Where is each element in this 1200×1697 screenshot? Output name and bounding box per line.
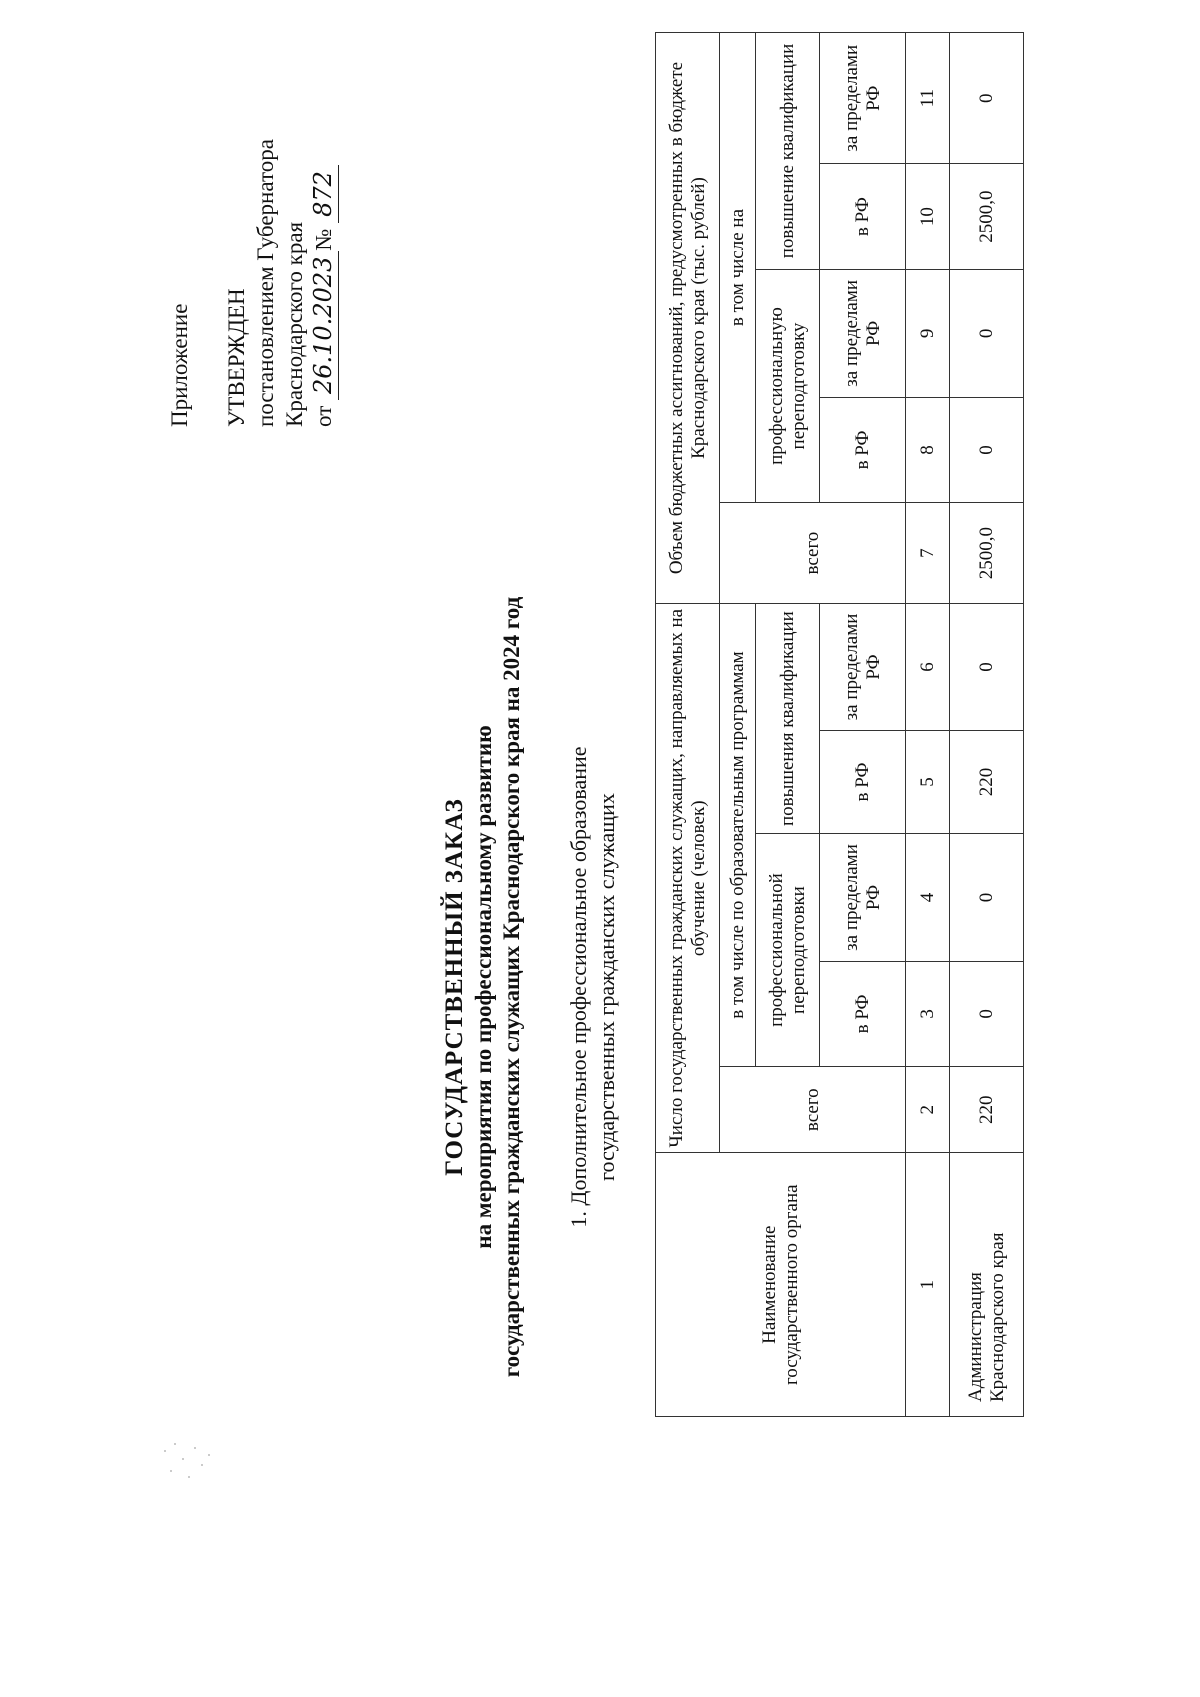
section-line-2: государственных гражданских служащих bbox=[594, 793, 619, 1181]
table-row bbox=[950, 33, 1024, 1417]
value-cell: 0 bbox=[950, 397, 1024, 502]
header-outside-rf: за пределами РФ bbox=[820, 269, 906, 397]
header-outside-rf: за пределами РФ bbox=[820, 604, 906, 731]
approval-block bbox=[165, 139, 339, 427]
value-cell: 220 bbox=[950, 730, 1024, 833]
header-qualification-gen: повышения квалификации bbox=[756, 604, 820, 834]
section-heading bbox=[565, 627, 621, 1347]
header-outside-rf: за пределами РФ bbox=[820, 834, 906, 962]
column-number: 10 bbox=[906, 164, 950, 270]
header-count-group: Число государственных гражданских служащих, направляемых на обучение (человек) bbox=[656, 604, 720, 1153]
column-number: 8 bbox=[906, 397, 950, 502]
header-incl: в том числе на bbox=[720, 33, 756, 503]
appendix-label: Приложение bbox=[167, 303, 192, 427]
approval-line-1: постановлением Губернатора bbox=[253, 139, 278, 427]
header-retraining-acc: профессиональную переподготовку bbox=[756, 269, 820, 502]
value-cell: 0 bbox=[950, 269, 1024, 397]
approved-label: УТВЕРЖДЕН bbox=[224, 288, 249, 427]
header-budget-group: Объем бюджетных ассигнований, предусмотренных в бюджете Краснодарского края (тыс. рублей) bbox=[656, 33, 720, 604]
title-line-2: на мероприятия по профессиональному развитию bbox=[471, 725, 496, 1249]
value-cell: 0 bbox=[950, 604, 1024, 731]
header-name: Наименование государственного органа bbox=[656, 1153, 906, 1417]
header-in-rf: в РФ bbox=[820, 397, 906, 502]
approval-date-line bbox=[309, 139, 339, 427]
header-budget-total: всего bbox=[720, 503, 906, 604]
section-line-1: 1. Дополнительное профессиональное образование bbox=[566, 746, 591, 1228]
handwritten-number: 872 bbox=[309, 165, 339, 223]
title-line-3: государственных гражданских служащих Краснодарского края на 2024 год bbox=[499, 596, 524, 1378]
header-in-rf: в РФ bbox=[820, 961, 906, 1066]
header-in-rf: в РФ bbox=[820, 164, 906, 270]
column-number: 9 bbox=[906, 269, 950, 397]
scan-noise bbox=[160, 1440, 220, 1500]
value-cell: 0 bbox=[950, 33, 1024, 164]
number-label: № bbox=[311, 228, 336, 251]
value-cell: 0 bbox=[950, 961, 1024, 1066]
handwritten-date: 26.10.2023 bbox=[309, 251, 339, 400]
column-number: 1 bbox=[906, 1153, 950, 1417]
header-retraining-gen: профессиональной переподготовки bbox=[756, 834, 820, 1067]
state-order-table bbox=[655, 32, 1024, 1417]
value-cell: 220 bbox=[950, 1066, 1024, 1152]
column-number-row bbox=[906, 33, 950, 1417]
organ-name-cell: Администрация Краснодарского края bbox=[950, 1153, 1024, 1417]
column-number: 5 bbox=[906, 730, 950, 833]
title-line-1: ГОСУДАРСТВЕННЫЙ ЗАКАЗ bbox=[441, 798, 468, 1176]
header-qualification-nom: повышение квалификации bbox=[756, 33, 820, 270]
header-outside-rf: за пределами РФ bbox=[820, 33, 906, 164]
value-cell: 0 bbox=[950, 834, 1024, 962]
from-label: от bbox=[311, 405, 336, 427]
column-number: 4 bbox=[906, 834, 950, 962]
column-number: 7 bbox=[906, 503, 950, 604]
column-number: 11 bbox=[906, 33, 950, 164]
column-number: 3 bbox=[906, 961, 950, 1066]
header-incl-programs: в том числе по образовательным программам bbox=[720, 604, 756, 1067]
column-number: 2 bbox=[906, 1066, 950, 1152]
approval-line-2: Краснодарского края bbox=[282, 221, 307, 427]
header-in-rf: в РФ bbox=[820, 730, 906, 833]
column-number: 6 bbox=[906, 604, 950, 731]
value-cell: 2500,0 bbox=[950, 503, 1024, 604]
document-title bbox=[440, 417, 526, 1557]
header-count-total: всего bbox=[720, 1066, 906, 1152]
value-cell: 2500,0 bbox=[950, 164, 1024, 270]
